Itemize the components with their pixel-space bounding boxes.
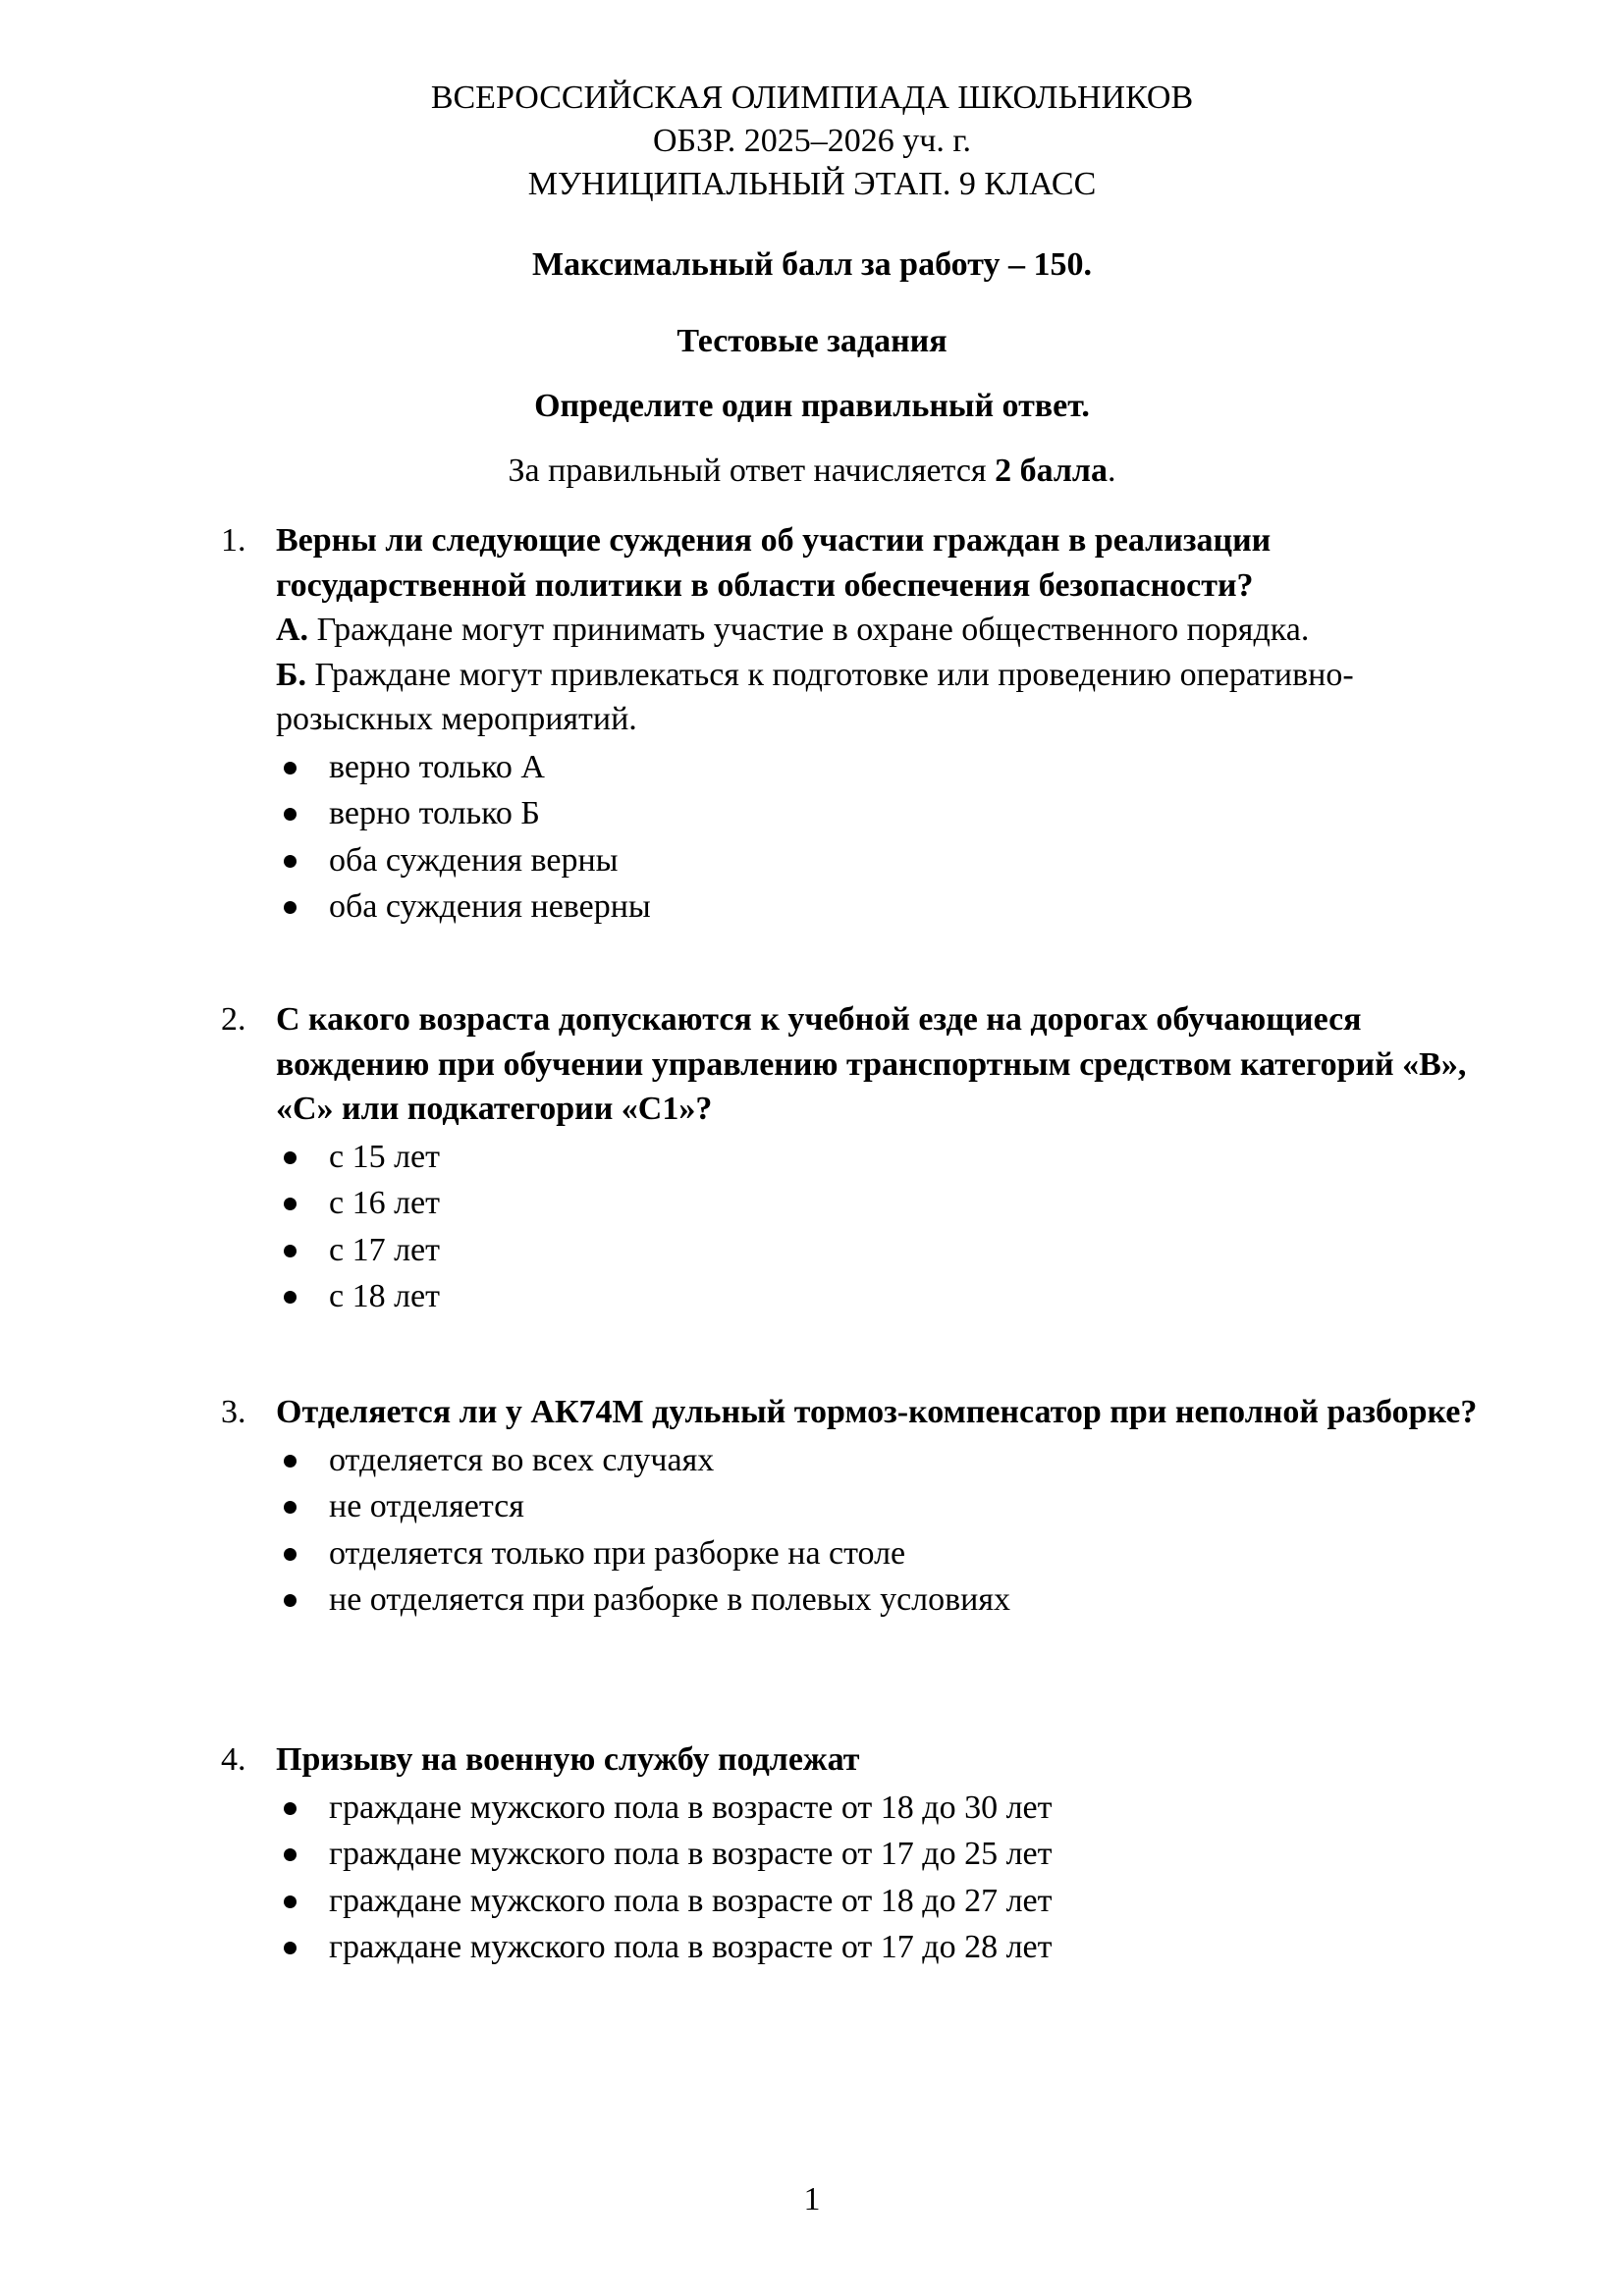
max-score: Максимальный балл за работу – 150.	[532, 246, 1092, 283]
statement-label: А.	[276, 612, 309, 648]
answer-option	[221, 1785, 1497, 1832]
question-number: 3.	[221, 1394, 246, 1430]
answer-option	[221, 883, 1497, 931]
bullet-icon	[284, 1501, 297, 1514]
answer-option	[221, 837, 1497, 884]
answer-option	[221, 1831, 1497, 1878]
option-text: оба суждения неверны	[329, 888, 651, 925]
bullet-icon	[284, 1802, 297, 1815]
answer-option	[221, 1576, 1497, 1624]
option-text: с 16 лет	[329, 1185, 441, 1221]
answer-option	[221, 790, 1497, 837]
bullet-icon	[284, 1198, 297, 1210]
scoring-rule	[0, 450, 1624, 493]
scoring-prefix: За правильный ответ начисляется	[508, 453, 996, 489]
bullet-icon	[284, 1245, 297, 1257]
option-text: отделяется во всех случаях	[329, 1441, 715, 1478]
option-text: граждане мужского пола в возрасте от 17 до 25 лет	[329, 1836, 1053, 1872]
question-number: 2.	[221, 1001, 246, 1038]
answer-option	[221, 1227, 1497, 1274]
option-text: не отделяется при разборке в полевых условиях	[329, 1581, 1011, 1618]
answer-options	[221, 1134, 1497, 1320]
bullet-icon	[284, 901, 297, 914]
answer-option	[221, 1878, 1497, 1925]
question-3	[221, 1390, 1497, 1624]
section-title: Тестовые задания	[677, 323, 947, 359]
bullet-icon	[284, 1942, 297, 1954]
option-text: граждане мужского пола в возрасте от 18 до 27 лет	[329, 1882, 1053, 1919]
answer-option	[221, 1924, 1497, 1971]
bullet-icon	[284, 1291, 297, 1304]
bullet-icon	[284, 1151, 297, 1164]
question-number: 4.	[221, 1741, 246, 1778]
bullet-icon	[284, 762, 297, 774]
question-2	[221, 997, 1497, 1320]
bullet-icon	[284, 1594, 297, 1607]
option-text: оба суждения верны	[329, 841, 619, 879]
answer-options	[221, 744, 1497, 931]
answer-options	[221, 1785, 1497, 1971]
header-stage-grade: МУНИЦИПАЛЬНЫЙ ЭТАП. 9 КЛАСС	[527, 166, 1097, 202]
bullet-icon	[284, 808, 297, 821]
answer-option	[221, 744, 1497, 791]
bullet-icon	[284, 855, 297, 868]
answer-option	[221, 1530, 1497, 1577]
question-title: Отделяется ли у АК74М дульный тормоз-компенсатор при неполной разборке?	[276, 1394, 1478, 1430]
statement-text: Граждане могут принимать участие в охране общественного порядка.	[308, 612, 1310, 648]
answer-option	[221, 1273, 1497, 1320]
option-text: с 18 лет	[329, 1278, 441, 1314]
scoring-points: 2 балла	[995, 453, 1109, 489]
option-text: с 17 лет	[329, 1231, 441, 1268]
option-text: верно только А	[329, 748, 545, 785]
statement-b	[276, 653, 1497, 742]
bullet-icon	[284, 1896, 297, 1908]
option-text: граждане мужского пола в возрасте от 18 до 30 лет	[329, 1789, 1053, 1826]
statement-label: Б.	[276, 656, 306, 693]
question-4	[221, 1737, 1497, 1971]
bullet-icon	[284, 1848, 297, 1861]
answer-option	[221, 1134, 1497, 1181]
instruction: Определите один правильный ответ.	[534, 388, 1090, 424]
option-text: отделяется только при разборке на столе	[329, 1534, 906, 1572]
statement-text: Граждане могут привлекаться к подготовке или проведению оперативно-розыскных мероприятий.	[276, 656, 1354, 737]
statement-a	[276, 608, 1497, 653]
question-1	[221, 518, 1497, 931]
option-text: граждане мужского пола в возрасте от 17 до 28 лет	[329, 1929, 1053, 1965]
scoring-suffix: .	[1108, 453, 1116, 489]
option-text: не отделяется	[329, 1488, 524, 1524]
bullet-icon	[284, 1455, 297, 1468]
question-number: 1.	[221, 522, 246, 559]
page-number: 1	[803, 2181, 821, 2217]
answer-options	[221, 1437, 1497, 1624]
question-title: С какого возраста допускаются к учебной езде на дорогах обучающиеся вождению при обучении управлению транспортным средством категорий «B», «C» или подкатегории «C1»?	[276, 1001, 1467, 1127]
answer-option	[221, 1437, 1497, 1484]
header-olympiad-title: ВСЕРОССИЙСКАЯ ОЛИМПИАДА ШКОЛЬНИКОВ	[430, 80, 1194, 116]
answer-option	[221, 1483, 1497, 1530]
header-subject-year: ОБЗР. 2025–2026 уч. г.	[653, 123, 971, 159]
question-title: Призыву на военную службу подлежат	[276, 1741, 860, 1778]
answer-option	[221, 1180, 1497, 1227]
bullet-icon	[284, 1548, 297, 1561]
option-text: верно только Б	[329, 795, 540, 831]
question-title: Верны ли следующие суждения об участии граждан в реализации государственной политики в области обеспечения безопасности?	[276, 522, 1272, 604]
option-text: с 15 лет	[329, 1138, 441, 1175]
